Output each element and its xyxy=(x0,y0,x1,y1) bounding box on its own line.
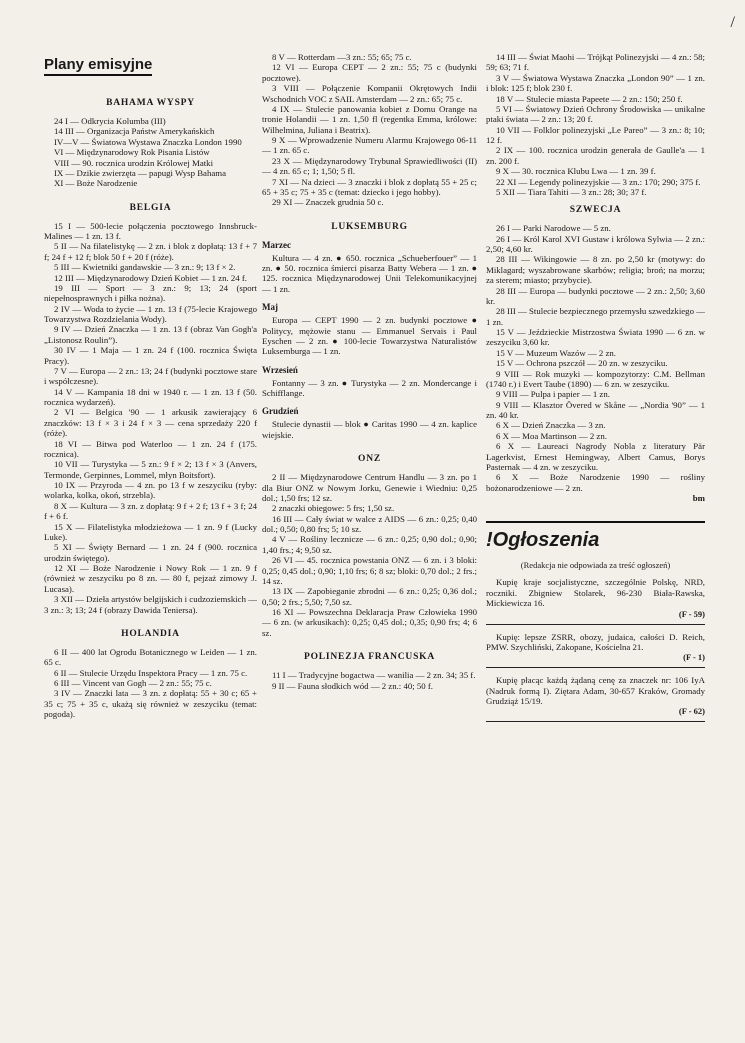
stamp-entry: 6 III — Vincent van Gogh — 2 zn.: 55; 75 c. xyxy=(54,678,212,688)
stamp-entry: 18 VI — Bitwa pod Waterloo — 1 zn. 24 f (175. rocznica). xyxy=(44,438,257,459)
ad-text: Kupię: lepsze ZSRR, obozy, judaica, całości D. Reich, PMW. Szychliński, Zakopane, Kościelna 21. xyxy=(486,631,705,652)
section-title: BAHAMA WYSPY xyxy=(106,98,195,108)
stamp-entry: 5 III — Kwietniki gandawskie — 3 zn.: 9; 13 f × 2. xyxy=(54,262,236,273)
stamp-entry: 18 V — Stulecie miasta Papeete — 2 zn.: 150; 250 f. xyxy=(496,93,683,104)
stamp-entry: 6 II — Stulecie Urzędu Inspektora Pracy — 1 zn. 75 c. xyxy=(54,667,248,678)
stamp-entry: 26 VI — 45. rocznica powstania ONZ — 6 zn. i 3 bloki: 0,25; 0,45 dol.; 0,90; 1,10 frs; 6; 8 sz; bloki: 0,70 dol.; 2 frs.; 14 sz. xyxy=(262,555,477,586)
stamp-entry: 26 I — Król Karol XVI Gustaw i królowa Sylwia — 2 zn.: 2,50; 4,60 kr. xyxy=(486,233,705,254)
corner-mark: / xyxy=(730,14,735,31)
stamp-entry: 6 X — Boże Narodzenie 1990 — rośliny bożonarodzeniowe — 2 zn. xyxy=(486,472,705,493)
stamp-entry: 10 IX — Przyroda — 4 zn. po 13 f w zeszyciku (ryby: wolarka, kolka, okoń, strzebla). xyxy=(44,480,257,501)
stamp-entry: 12 XI — Boże Narodzenie i Nowy Rok — 1 zn. 9 f (również w zeszyciku po 8 zn. — 80 f, pejzaż zimowy J. Lucasa). xyxy=(44,563,257,594)
stamp-entry: 6 II — 400 lat Ogrodu Botanicznego w Leiden — 1 zn. 65 c. xyxy=(44,646,257,668)
stamp-entry: 14 III — Świat Maohi — Trójkąt Polinezyjski — 4 zn.: 58; 59; 63; 71 f. xyxy=(486,52,705,73)
stamp-entry: 15 V — Ochrona pszczół — 20 zn. w zeszyciku. xyxy=(496,358,668,369)
stamp-entry: 2 IV — Woda to życie — 1 zn. 13 f (75-lecie Krajowego Towarzystwa Rozdzielania Wody). xyxy=(44,303,257,324)
stamp-entry: 9 VIII — Pulpa i papier — 1 zn. xyxy=(496,389,610,400)
stamp-entry: 12 III — Międzynarodowy Dzień Kobiet — 1 zn. 24 f. xyxy=(54,272,247,283)
stamp-entry: 2 znaczki obiegowe: 5 frs; 1,50 sz. xyxy=(272,503,395,514)
stamp-entry: 5 XI — Święty Bernard — 1 zn. 24 f (900. rocznica urodzin świętego). xyxy=(44,542,257,563)
stamp-entry: 6 X — Moa Martinson — 2 zn. xyxy=(496,430,607,441)
stamp-entry: 11 I — Tradycyjne bogactwa — wanilia — 2 zn. 34; 35 f. xyxy=(272,670,476,681)
stamp-entry: 5 VI — Światowy Dzień Ochrony Środowiska — unikalne ptaki świata — 2 zn.: 13; 20 f. xyxy=(486,103,705,125)
szwecja-entries xyxy=(486,223,705,493)
stamp-entry: 9 IV — Dzień Znaczka — 1 zn. 13 f (obraz Van Gogh'a „Listonosz Roulin”). xyxy=(44,324,257,345)
stamp-entry: Fontanny — 3 zn. ● Turystyka — 2 zn. Mondercange i Schifflange. xyxy=(262,377,477,398)
polinezja-continued xyxy=(486,52,705,197)
column-1 xyxy=(44,52,257,1037)
stamp-entry: 23 X — Międzynarodowy Trybunał Sprawiedliwości (II) — 4 zn. 65 c; 1; 1,50; 5 fl. xyxy=(262,155,477,177)
stamp-entry: 16 XI — Powszechna Deklaracja Praw Człowieka 1990 — 6 zn. (w arkusikach): 0,25; 0,45 dol.; 0,35; 0,90 frs; 4; 6 sz. xyxy=(262,607,477,638)
stamp-entry: 10 VII — Turystyka — 5 zn.: 9 f × 2; 13 f × 3 (Anvers, Termonde, Gerpinnes, Lommel, młyn Boitsfort). xyxy=(44,459,257,480)
stamp-entry: 8 V — Rotterdam —3 zn.: 55; 65; 75 c. xyxy=(272,52,412,62)
stamp-entry: 19 III — Sport — 3 zn.: 9; 13; 24 (sport niepełnosprawnych i piłka nożna). xyxy=(44,282,257,304)
ads-list xyxy=(486,577,705,722)
stamp-entry: 13 IX — Zapobieganie zbrodni — 6 zn.: 0,25; 0,36 dol.; 0,50; 2 frs.; 5,50; 7,50 sz. xyxy=(262,586,477,607)
stamp-entry: 24 I — Odkrycia Kolumba (III) xyxy=(54,116,166,126)
stamp-entry: 22 XI — Legendy polinezyjskie — 3 zn.: 170; 290; 375 f. xyxy=(496,176,701,187)
ad-code: (F - 62) xyxy=(678,706,705,717)
stamp-entry: Stulecie dynastii — blok ● Caritas 1990 — 4 zn. kaplice wiejskie. xyxy=(262,419,477,440)
stamp-entry: 26 I — Parki Narodowe — 5 zn. xyxy=(496,223,611,234)
stamp-entry: 3 V — Światowa Wystawa Znaczka „London 90” — 1 zn. i blok: 125 f; blok 230 f. xyxy=(486,72,705,94)
month-label: Maj xyxy=(262,302,278,313)
stamp-entry: VI — Międzynarodowy Rok Pisania Listów xyxy=(54,147,210,158)
ad-item xyxy=(486,675,705,722)
stamp-entry: IV—V — Światowa Wystawa Znaczka London 1990 xyxy=(54,136,242,147)
stamp-entry: 14 V — Kampania 18 dni w 1940 r. — 1 zn. 13 f (50. rocznica wydarzeń). xyxy=(44,386,257,407)
stamp-entry: 2 II — Międzynarodowe Centrum Handlu — 3 zn. po 1 dla Biur ONZ w Nowym Jorku, Genewie i Wiedniu: 0,25 dol.; 1,50 frs; 12 sz. xyxy=(262,472,477,503)
stamp-entry: 30 IV — 1 Maja — 1 zn. 24 f (100. rocznica Święta Pracy). xyxy=(44,345,257,366)
ad-item xyxy=(486,632,705,669)
column-3 xyxy=(486,52,705,1037)
ad-item xyxy=(486,577,705,624)
stamp-entry: 3 IV — Znaczki lata — 3 zn. z dopłatą: 55 + 30 c; 65 + 35 c; 75 + 35 c, ukażą się również w zeszyciku (temat: pogoda). xyxy=(44,688,257,720)
stamp-entry: 9 VIII — Klasztor Övered w Skåne — „Nordia '90” — 1 zn. 40 kr. xyxy=(486,399,705,420)
stamp-entry: 9 X — Wprowadzenie Numeru Alarmu Krajowego 06-11 — 1 zn. 65 c. xyxy=(262,135,477,156)
stamp-entry: 3 VIII — Połączenie Kompanii Okrętowych Indii Wschodnich VOC z SAIL Amsterdam — 2 zn.: 65; 75 c. xyxy=(262,83,477,104)
ad-text: Kupię kraje socjalistyczne, szczególnie Polskę, NRD, roczniki. Zbigniew Stolarek, 96-230 Biała-Rawska, Mickiewicza 16. xyxy=(486,577,705,609)
section-title-luksemburg: LUKSEMBURG xyxy=(331,221,408,232)
stamp-entry: XI — Boże Narodzenie xyxy=(54,178,138,189)
ad-code: (F - 1) xyxy=(683,652,705,663)
stamp-entry: 15 V — Jeździeckie Mistrzostwa Świata 1990 — 6 zn. w zeszyciku 3,60 kr. xyxy=(486,327,705,348)
ads-title: !Ogłoszenia xyxy=(486,529,600,552)
stamp-entry: 9 II — Fauna słodkich wód — 2 zn.: 40; 50 f. xyxy=(272,680,434,691)
holandia-continued xyxy=(262,52,477,208)
stamp-entry: 4 IX — Stulecie panowania kobiet z Domu Orange na tronie Holandii — 1 zn. 1,50 fl (regentka Emma, królowe: Wilhelmina, Juliana i Beatrix). xyxy=(262,103,477,135)
stamp-entry: 29 XI — Znaczek grudnia 50 c. xyxy=(272,197,384,208)
stamp-entry: 4 V — Rośliny lecznicze — 6 zn.: 0,25; 0,90 dol.; 0,90; 1,40 frs.; 4; 9,50 sz. xyxy=(262,534,477,555)
luksemburg-groups xyxy=(262,240,477,441)
month-label: Wrzesień xyxy=(262,364,298,375)
month-label: Grudzień xyxy=(262,406,299,417)
stamp-entry: IX — Dzikie zwierzęta — papugi Wysp Bahama xyxy=(54,167,227,178)
col1-sections xyxy=(44,98,257,726)
stamp-entry: VIII — 90. rocznica urodzin Królowej Matki xyxy=(54,157,214,168)
stamp-entry: Europa — CEPT 1990 — 2 zn. budynki pocztowe ● Politycy, mężowie stanu — Emmanuel Servais i Paul Eyschen — 2 zn. ● 100-lecie Towarzystwa Naturalistów Luksemburga — 1 zn. xyxy=(262,315,477,357)
ads-section xyxy=(486,521,705,722)
stamp-entry: 6 X — Dzień Znaczka — 3 zn. xyxy=(496,420,606,431)
section-title-polinezja: POLINEZJA FRANCUSKA xyxy=(303,652,436,663)
stamp-entry: 28 III — Europa — budynki pocztowe — 2 zn.: 2,50; 3,60 kr. xyxy=(486,285,705,306)
section-title-onz: ONZ xyxy=(358,454,381,465)
stamp-entry: Kultura — 4 zn. ● 650. rocznica „Schueberfouer” — 1 zn. ● 50. rocznica śmierci pisarza Batty Webera — 1 zn. ● 125. rocznica Międzynarodowej Unii Telekomunikacyjnej — 1 zn. xyxy=(262,252,477,294)
signature: bm xyxy=(692,493,705,503)
stamp-entry: 3 XII — Dzieła artystów belgijskich i cudzoziemskich — 3 zn.: 3; 13; 24 f (obrazy Dawida Teniersa). xyxy=(44,594,257,615)
stamp-entry: 15 X — Filatelistyka młodzieżowa — 1 zn. 9 f (Lucky Luke). xyxy=(44,521,257,542)
column-2 xyxy=(262,52,477,1037)
stamp-entry: 5 II — Na filatelistykę — 2 zn. i blok z dopłatą: 13 f + 7 f; 24 f + 12 f; blok 50 f + 20 f (róże). xyxy=(44,241,257,262)
onz-entries xyxy=(262,472,477,638)
section-title: HOLANDIA xyxy=(121,628,180,639)
section-title: BELGIA xyxy=(129,202,172,213)
stamp-entry: 8 X — Kultura — 3 zn. z dopłatą: 9 f + 2 f; 13 f + 3 f; 24 f + 6 f. xyxy=(44,500,257,522)
month-label: Marzec xyxy=(262,239,291,250)
page-title: Plany emisyjne xyxy=(44,56,152,76)
stamp-entry: 15 V — Muzeum Wazów — 2 zn. xyxy=(496,347,616,358)
ad-code: (F - 59) xyxy=(678,608,705,619)
ads-disclaimer: (Redakcja nie odpowiada za treść ogłoszeń) xyxy=(520,560,671,571)
stamp-entry: 2 IX — 100. rocznica urodzin generała de Gaulle'a — 1 zn. 200 f. xyxy=(486,145,705,166)
stamp-entry: 2 VI — Belgica '90 — 1 arkusik zawierający 6 znaczków: 13 f × 3 i 24 f × 3 — cena sprzedaży 220 f (róże). xyxy=(44,407,257,439)
stamp-entry: 9 VIII — Rok muzyki — kompozytorzy: C.M. Bellman (1740 r.) i Evert Taube (1890) — 6 zn. w zeszyciku. xyxy=(486,368,705,389)
polinezja-entries xyxy=(262,670,477,691)
section-title-szwecja: SZWECJA xyxy=(569,205,622,216)
stamp-entry: 12 VI — Europa CEPT — 2 zn.: 55; 75 c (budynki pocztowe). xyxy=(262,62,477,83)
stamp-entry: 7 XI — Na dzieci — 3 znaczki i blok z dopłatą 55 + 25 c; 65 + 35 c; 75 + 35 c (temat: dziecko i jego hobby). xyxy=(262,176,477,197)
stamp-entry: 14 III — Organizacja Państw Amerykańskich xyxy=(54,126,215,137)
stamp-entry: 28 III — Stulecie bezpiecznego przemysłu szwedzkiego — 1 zn. xyxy=(486,306,705,327)
stamp-entry: 6 X — Laureaci Nagrody Nobla z literatury Pär Lagerkvist, Ernest Hemingway, Albert Camus, Borys Pasternak — 4 zn. w zeszyciku. xyxy=(486,441,705,472)
stamp-entry: 5 XII — Tiara Tahiti — 3 zn.: 28; 30; 37 f. xyxy=(496,186,647,197)
stamp-entry: 16 III — Cały świat w walce z AIDS — 6 zn.: 0,25; 0,40 dol.; 0,50; 0,80 frs; 5; 10 sz. xyxy=(262,513,477,534)
stamp-entry: 10 VII — Folklor polinezyjski „Le Pareo” — 3 zn.: 8; 10; 12 f. xyxy=(486,124,705,145)
ad-text: Kupię płacąc każdą żądaną cenę za znaczek nr: 106 IyA (Nadruk formą I). Ziętara Adam, 30-657 Kraków, Gromady Grudziąż 15/19. xyxy=(486,675,705,706)
stamp-entry: 15 I — 500-lecie połączenia pocztowego Innsbruck-Malines — 1 zn. 13 f. xyxy=(44,220,257,241)
stamp-entry: 7 V — Europa — 2 zn.: 13; 24 f (budynki pocztowe stare i współczesne). xyxy=(44,365,257,387)
stamp-entry: 9 X — 30. rocznica Klubu Lwa — 1 zn. 39 f. xyxy=(496,166,656,177)
stamp-entry: 28 III — Wikingowie — 8 zn. po 2,50 kr (motywy: do Miklagard; wyszabrowane skarbów; religia; broń; na morzu; za sterem; miasto; przybycie). xyxy=(486,254,705,286)
